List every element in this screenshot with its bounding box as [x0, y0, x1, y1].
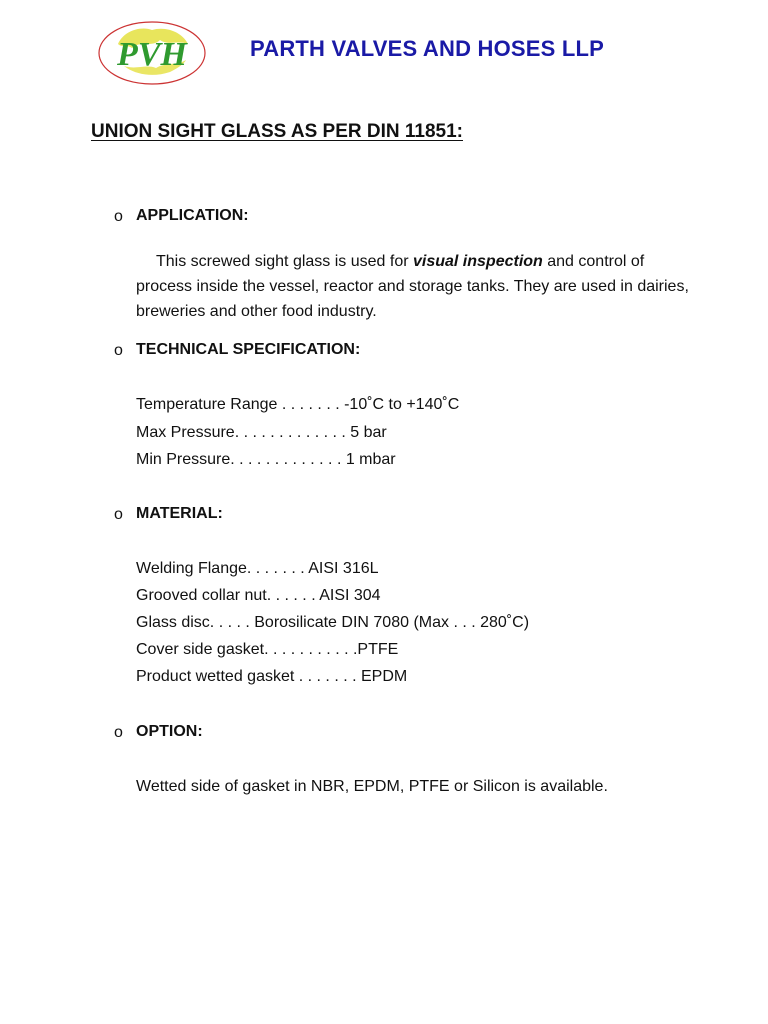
material-wetted-gasket: Product wetted gasket . . . . . . . EPDM [136, 668, 408, 685]
heading-option: OPTION: [136, 723, 203, 740]
heading-application: APPLICATION: [136, 207, 249, 224]
bullet-option: o [114, 724, 123, 741]
document-title: UNION SIGHT GLASS AS PER DIN 11851: [91, 121, 463, 142]
application-emphasis: visual inspection [413, 253, 543, 270]
option-text: Wetted side of gasket in NBR, EPDM, PTFE or Silicon is available. [136, 778, 608, 795]
material-cover-gasket: Cover side gasket. . . . . . . . . . .PTFE [136, 641, 399, 658]
application-text-before: This screwed sight glass is used for [156, 253, 413, 270]
spec-temperature: Temperature Range . . . . . . . -10˚C to +140˚C [136, 396, 460, 413]
spec-min-pressure: Min Pressure. . . . . . . . . . . . . 1 mbar [136, 451, 396, 468]
bullet-application: o [114, 208, 123, 225]
heading-technical: TECHNICAL SPECIFICATION: [136, 341, 361, 358]
heading-material: MATERIAL: [136, 505, 223, 522]
logo-graphic [96, 18, 208, 86]
logo-text: PVH [117, 36, 187, 73]
application-text-after: and control of process inside the vessel, reactor and storage tanks. They are used in dairies, breweries and other food industry. [136, 253, 689, 320]
company-logo [96, 18, 208, 86]
bullet-technical: o [114, 342, 123, 359]
material-welding-flange: Welding Flange. . . . . . . AISI 316L [136, 560, 379, 577]
spec-max-pressure: Max Pressure. . . . . . . . . . . . . 5 bar [136, 424, 387, 441]
application-paragraph [136, 249, 696, 324]
company-name: PARTH VALVES AND HOSES LLP [250, 36, 604, 61]
material-glass-disc: Glass disc. . . . . Borosilicate DIN 7080 (Max . . . 280˚C) [136, 614, 530, 631]
material-collar-nut: Grooved collar nut. . . . . . AISI 304 [136, 587, 381, 604]
bullet-material: o [114, 506, 123, 523]
